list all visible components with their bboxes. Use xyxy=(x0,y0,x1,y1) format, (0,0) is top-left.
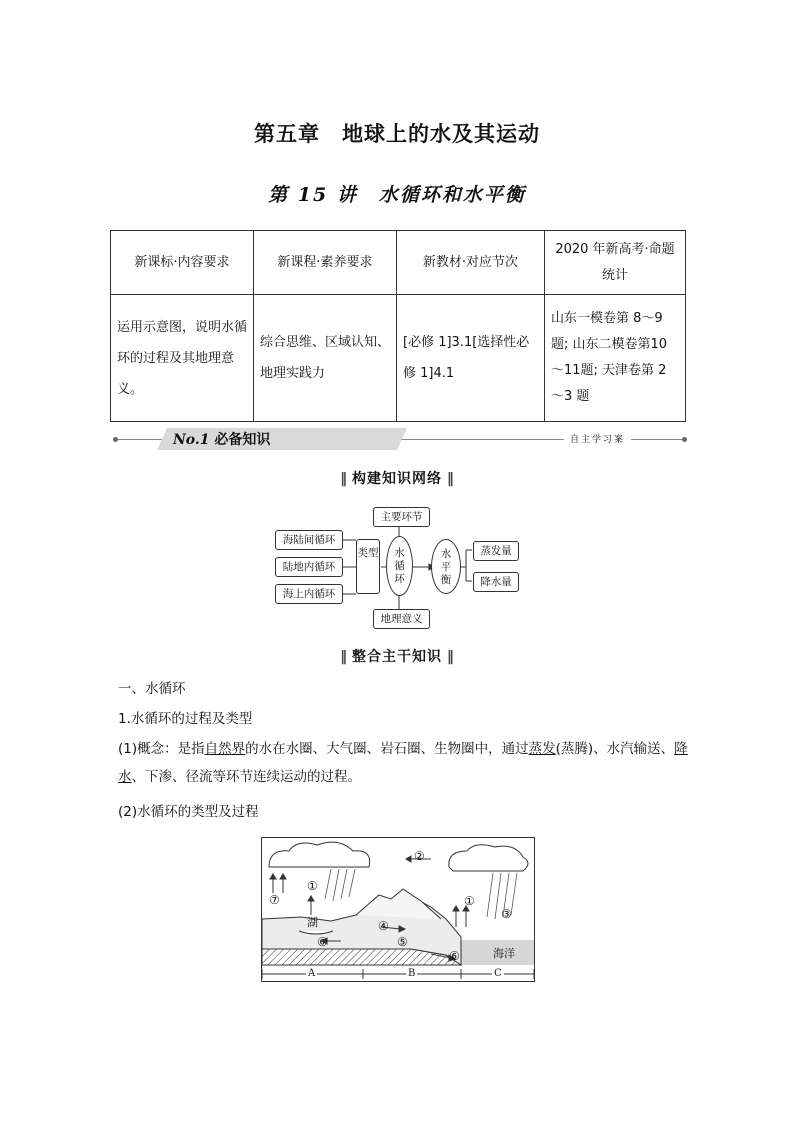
figure-label: ⑤ xyxy=(397,935,408,949)
figure-label: ① xyxy=(464,894,475,908)
requirements-table xyxy=(110,230,686,422)
concept-paragraph: (1)概念：是指自然界的水在水圈、大气圈、岩石圈、生物圈中，通过蒸发(蒸腾)、水汽输送、降水、下渗、径流等环节连续运动的过程。 xyxy=(118,741,688,785)
type-node: 陆地内循环 xyxy=(275,557,343,577)
section-banner xyxy=(113,428,687,452)
table-header-cell: 新课标·内容要求 xyxy=(111,231,254,295)
zone-label: B xyxy=(408,968,416,979)
precipitation-node: 降水量 xyxy=(473,572,519,592)
figure-label: ⑦ xyxy=(269,893,280,907)
banner-right-label: 自主学习案 xyxy=(564,432,631,445)
table-header-cell: 新教材·对应节次 xyxy=(397,231,545,295)
figure-label: ⑥ xyxy=(449,949,460,963)
table-cell: 山东一模卷第 8～9 题; 山东二模卷第10～11题; 天津卷第 2～3 题 xyxy=(545,295,686,422)
table-cell: 运用示意图，说明水循环的过程及其地理意义。 xyxy=(111,295,254,422)
table-header-row xyxy=(111,231,686,295)
figure-label: ② xyxy=(414,849,425,863)
heading-water-cycle: 一、水循环 xyxy=(118,681,186,697)
main-link-node: 主要环节 xyxy=(373,507,430,527)
water-cycle-node: 水循环 xyxy=(386,536,413,596)
figure-label: ⑥ xyxy=(317,935,328,949)
section-heading-network: ‖ 构建知识网络 ‖ xyxy=(340,471,454,487)
table-cell: 综合思维、区域认知、地理实践力 xyxy=(254,295,397,422)
section-heading-knowledge: ‖ 整合主干知识 ‖ xyxy=(340,649,454,665)
type-label-node: 类型 xyxy=(356,539,380,594)
lake-label: 湖 xyxy=(307,916,318,929)
figure-label: ③ xyxy=(501,907,512,921)
evaporation-node: 蒸发量 xyxy=(473,541,519,561)
concept-map xyxy=(270,503,530,628)
figure-label: ④ xyxy=(378,919,389,933)
bullet-icon xyxy=(682,437,687,442)
water-balance-node: 水平衡 xyxy=(431,539,461,594)
zone-label: A xyxy=(308,968,316,979)
table-header-cell: 新课程·素养要求 xyxy=(254,231,397,295)
figure-label: ① xyxy=(307,879,318,893)
ocean-label: 海洋 xyxy=(493,947,515,960)
significance-node: 地理意义 xyxy=(373,609,430,629)
heading-process-types: 1.水循环的过程及类型 xyxy=(118,711,253,727)
bullet-icon xyxy=(113,437,118,442)
banner-label: No.1 必备知识 xyxy=(173,432,271,448)
water-cycle-figure xyxy=(261,837,535,982)
chapter-title: 第五章 地球上的水及其运动 xyxy=(254,122,540,146)
table-cell: [必修 1]3.1[选择性必修 1]4.1 xyxy=(397,295,545,422)
table-row xyxy=(111,295,686,422)
type-node: 海陆间循环 xyxy=(275,530,343,550)
type-node: 海上内循环 xyxy=(275,584,343,604)
types-paragraph: (2)水循环的类型及过程 xyxy=(118,804,259,820)
lesson-title: 第 15 讲 水循环和水平衡 xyxy=(268,184,526,206)
zone-label: C xyxy=(494,968,502,979)
table-header-cell: 2020 年新高考·命题统计 xyxy=(545,231,686,295)
